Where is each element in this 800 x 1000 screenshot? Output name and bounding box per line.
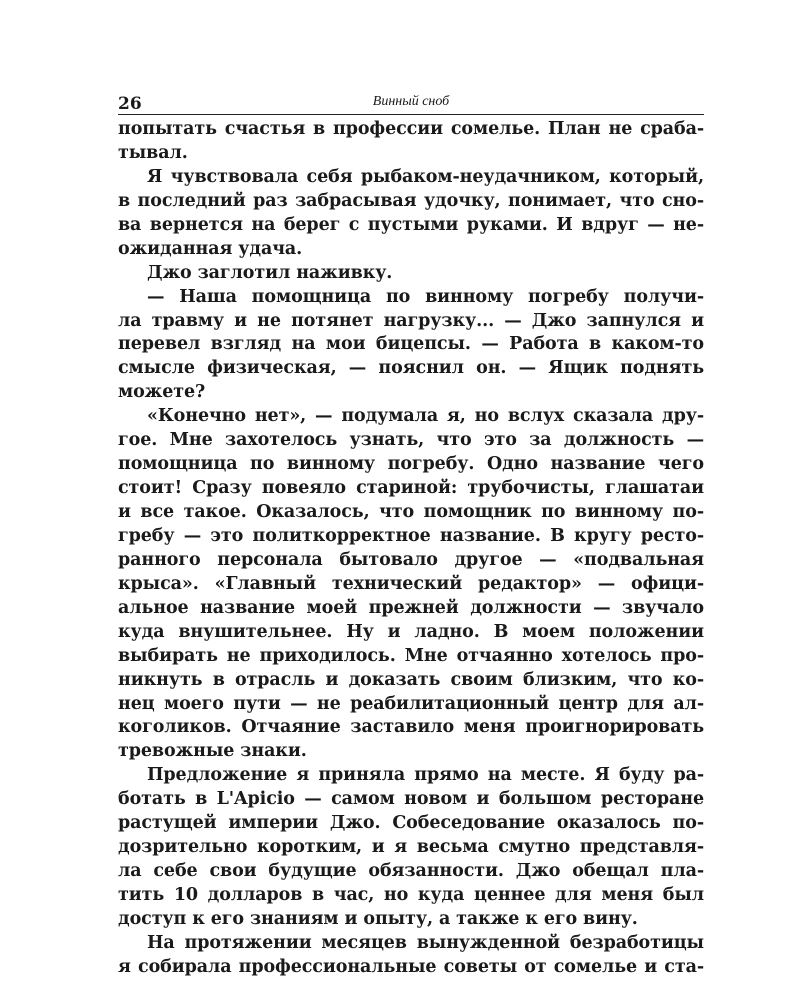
text-line: коголиков. Отчаяние заставило меня проигнорировать <box>118 717 704 738</box>
text-line: ла травму и не потянет нагрузку... — Джо запнулся и <box>118 310 704 331</box>
text-line: никнуть в отрасль и доказать своим близким, что ко- <box>118 669 704 690</box>
text-line: — Наша помощница по винному погребу получи- <box>147 286 704 307</box>
book-title: Винный сноб <box>372 94 450 109</box>
text-line: ожиданная удача. <box>118 238 303 259</box>
text-line: ботать в L'Apicio — самом новом и большом ресторане <box>118 789 704 810</box>
text-line: доступ к его знаниям и опыту, а также к его вину. <box>118 908 638 929</box>
text-line: гое. Мне захотелось узнать, что это за должность — <box>118 430 704 451</box>
text-line: Джо заглотил наживку. <box>147 262 393 283</box>
text-line: крыса». «Главный технический редактор» — офици- <box>118 573 704 594</box>
text-line: смысле физическая, — пояснил он. — Ящик поднять <box>118 358 704 379</box>
text-line: в последний раз забрасывая удочку, понимает, что сно- <box>118 190 704 211</box>
running-header <box>118 92 704 115</box>
text-line: попытать счастья в профессии сомелье. План не сраба- <box>118 119 704 139</box>
text-line: растущей империи Джо. Собеседование оказалось по- <box>118 813 704 834</box>
text-line: стоит! Сразу повеяло стариной: трубочисты, глашатаи <box>118 478 704 499</box>
text-line: «Конечно нет», — подумала я, но вслух сказала дру- <box>147 406 704 427</box>
text-line: ранного персонала бытовало другое — «подвальная <box>118 549 704 570</box>
text-line: тывал. <box>118 142 188 163</box>
text-line: перевел взгляд на мои бицепсы. — Работа в каком-то <box>118 334 704 355</box>
text-line: можете? <box>118 382 206 403</box>
text-line: тревожные знаки. <box>118 741 307 762</box>
book-page <box>118 92 704 980</box>
text-line: Я чувствовала себя рыбаком-неудачником, который, <box>147 166 704 187</box>
text-line: помощница по винному погребу. Одно название чего <box>118 454 704 475</box>
text-line: Предложение я приняла прямо на месте. Я буду ра- <box>147 765 704 786</box>
text-line: На протяжении месяцев вынужденной безработицы <box>147 932 704 953</box>
text-line: альное название моей прежней должности — звучало <box>118 597 704 618</box>
text-line: выбирать не приходилось. Мне отчаянно хотелось про- <box>118 645 704 666</box>
text-line: я собирала профессиональные советы от сомелье и ста- <box>118 956 704 977</box>
text-line: и все такое. Оказалось, что помощник по винному по- <box>118 502 704 522</box>
text-line: куда внушительнее. Ну и ладно. В моем положении <box>118 621 704 642</box>
text-line: ва вернется на берег с пустыми руками. И вдруг — не- <box>118 214 704 235</box>
body-text <box>118 118 704 980</box>
text-line: дозрительно коротким, и я весьма смутно представля- <box>118 837 704 858</box>
text-line: ла себе свои будущие обязанности. Джо обещал пла- <box>118 861 704 882</box>
text-line: нец моего пути — не реабилитационный центр для ал- <box>118 693 704 714</box>
text-line: тить 10 долларов в час, но куда ценнее для меня был <box>118 885 704 905</box>
page-number: 26 <box>118 94 142 114</box>
text-line: гребу — это политкорректное название. В кругу ресто- <box>118 525 704 546</box>
